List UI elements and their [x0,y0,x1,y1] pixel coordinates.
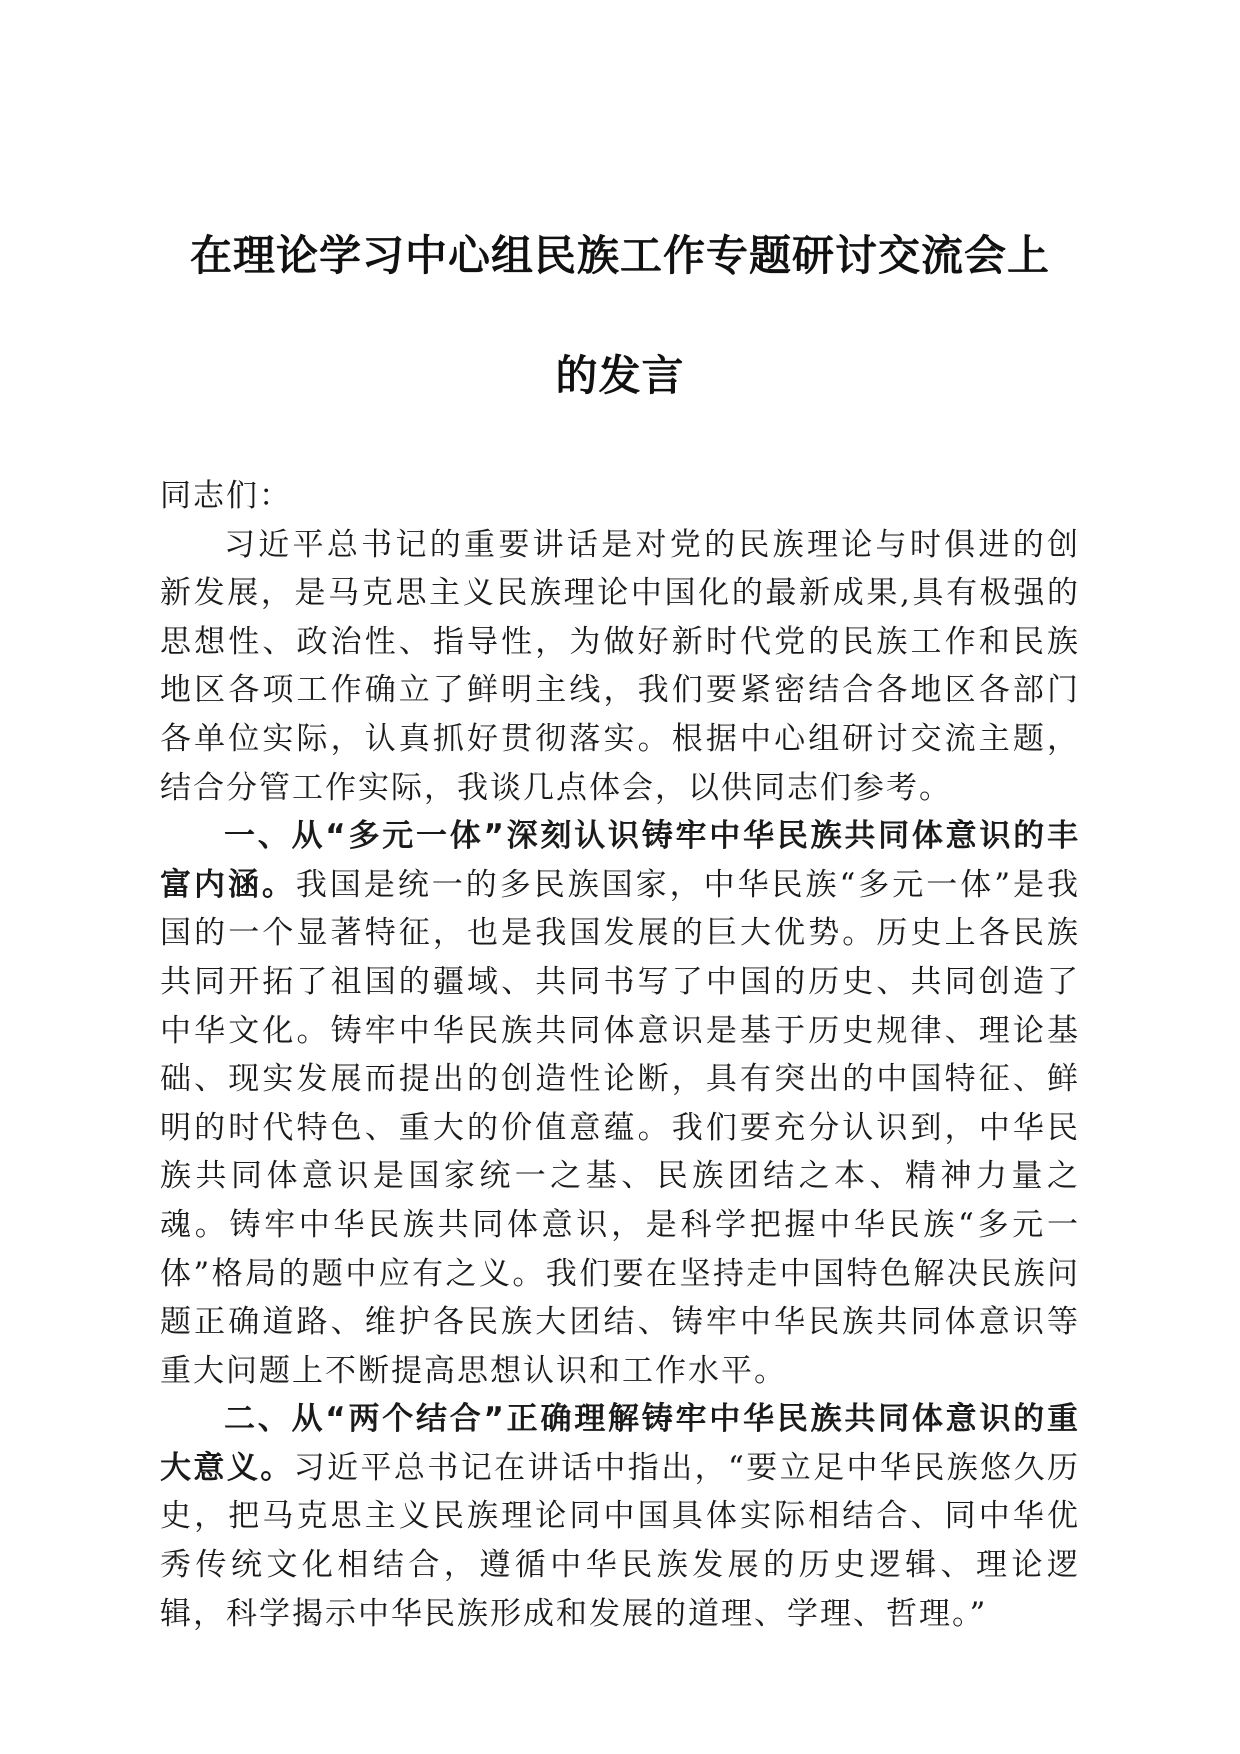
document-title-line-1: 在理论学习中心组民族工作专题研讨交流会上 [189,231,1050,280]
section-1-body: 我国是统一的多民族国家，中华民族“多元一体”是我国的一个显著特征，也是我国发展的巨大优势。历史上各民族共同开拓了祖国的疆域、共同书写了中国的历史、共同创造了中华文化。铸牢中华民族共同体意识是基于历史规律、理论基础、现实发展而提出的创造性论断，具有突出的中国特征、鲜明的时代特色、重大的价值意蕴。我们要充分认识到，中华民族共同体意识是国家统一之基、民族团结之本、精神力量之魂。铸牢中华民族共同体意识，是科学把握中华民族“多元一体”格局的题中应有之义。我们要在坚持走中国特色解决民族问题正确道路、维护各民族大团结、铸牢中华民族共同体意识等重大问题上不断提高思想认识和工作水平。 [160,866,1081,1389]
section-1-heading: 一、从“多元一体”深刻认识铸牢中华民族共同体意识的丰富内涵。 [160,818,1080,903]
section-1-paragraph [160,812,1080,1395]
section-2-paragraph [160,1395,1080,1638]
section-2-body: 习近平总书记在讲话中指出，“要立足中华民族悠久历史，把马克思主义民族理论同中国具体实际相结合、同中华优秀传统文化相结合，遵循中华民族发展的历史逻辑、理论逻辑，科学揭示中华民族形成和发展的道理、学理、哲理。” [160,1449,1080,1632]
section-2-heading: 二、从“两个结合”正确理解铸牢中华民族共同体意识的重大意义。 [160,1401,1080,1486]
intro-paragraph: 习近平总书记的重要讲话是对党的民族理论与时俱进的创新发展，是马克思主义民族理论中国化的最新成果,具有极强的思想性、政治性、指导性，为做好新时代党的民族工作和民族地区各项工作确立了鲜明主线，我们要紧密结合各地区各部门各单位实际，认真抓好贯彻落实。根据中心组研讨交流主题，结合分管工作实际，我谈几点体会，以供同志们参考。 [160,526,1080,806]
document-body [160,472,1080,1638]
document-title-line-2: 的发言 [555,351,685,400]
salutation: 同志们： [160,478,292,514]
